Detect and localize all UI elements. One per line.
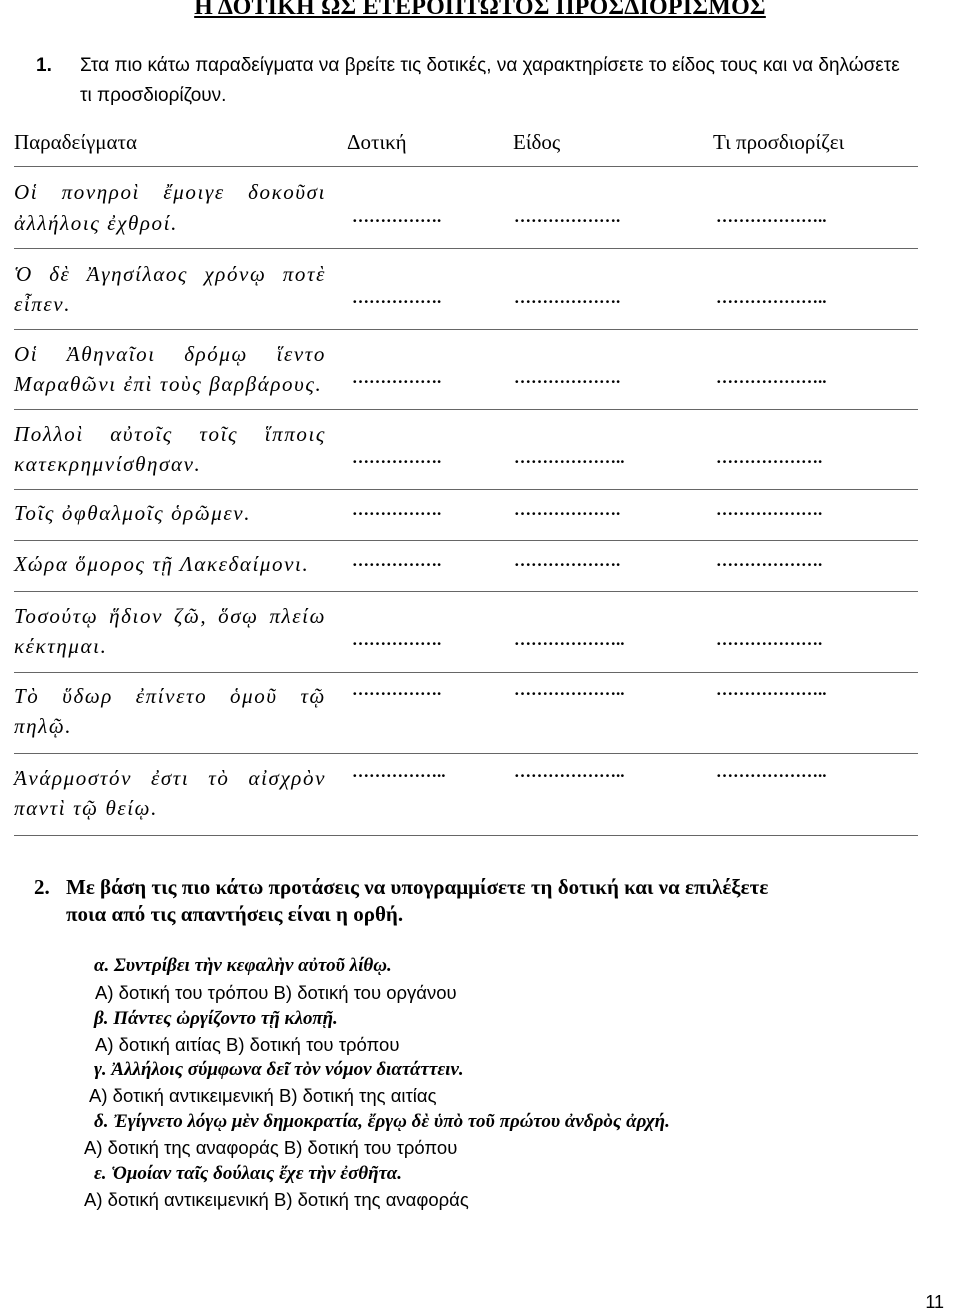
table-rule	[14, 409, 918, 410]
type-answer-blank[interactable]: ……………….	[514, 551, 621, 570]
table-rule	[14, 835, 918, 836]
example-row-6-line1: Χώρα ὅμορος τῇ Λακεδαίμονι.	[14, 552, 310, 576]
type-answer-blank[interactable]: ………………..	[514, 630, 625, 649]
modifies-answer-blank[interactable]: ………………..	[716, 368, 827, 387]
exercise-2-sentence-e: ε. Ὁμοίαν ταῖς δούλαις ἔχε τὴν ἐσθῆτα.	[94, 1163, 403, 1184]
exercise-2-options-a[interactable]: Α) δοτική του τρόπου Β) δοτική του οργάνου	[95, 982, 457, 1003]
modifies-answer-blank[interactable]: ………………..	[716, 288, 827, 307]
column-header-type: Είδος	[513, 130, 561, 154]
modifies-answer-blank[interactable]: ……………….	[716, 500, 823, 519]
exercise-2-sentence-d: δ. Ἐγίγνετο λόγῳ μὲν δημοκρατία, ἔργῳ δὲ ὑπὸ τοῦ πρώτου ἀνδρὸς ἀρχή.	[94, 1111, 670, 1132]
dative-answer-blank[interactable]: …………….	[352, 680, 442, 699]
exercise-1-number: 1.	[36, 55, 52, 76]
table-rule	[14, 672, 918, 673]
exercise-2-text-line2: ποια από τις απαντήσεις είναι η ορθή.	[66, 902, 404, 926]
example-row-1-line2: ἀλλήλοις ἐχθροί.	[14, 211, 178, 235]
dative-answer-blank[interactable]: ……………..	[352, 762, 446, 781]
example-row-9-line2: παντὶ τῷ θείῳ.	[14, 796, 158, 820]
type-answer-blank[interactable]: ……………….	[514, 288, 621, 307]
exercise-2-sentence-a: α. Συντρίβει τὴν κεφαλὴν αὐτοῦ λίθῳ.	[94, 955, 392, 976]
dative-answer-blank[interactable]: …………….	[352, 500, 442, 519]
table-rule	[14, 489, 918, 490]
example-row-8-line2: πηλῷ.	[14, 714, 73, 738]
table-rule	[14, 753, 918, 754]
type-answer-blank[interactable]: ……………….	[514, 500, 621, 519]
example-row-4-line1: Πολλοὶ αὐτοῖς τοῖς ἵπποις	[14, 422, 326, 446]
modifies-answer-blank[interactable]: ……………….	[716, 551, 823, 570]
column-header-dative: Δοτική	[347, 130, 407, 154]
page-title: Η ΔΟΤΙΚΗ ΩΣ ΕΤΕΡΟΠΤΩΤΟΣ ΠΡΟΣΔΙΟΡΙΣΜΟΣ	[194, 0, 766, 20]
exercise-1-text-line2: τι προσδιορίζουν.	[80, 85, 227, 106]
table-rule	[14, 329, 918, 330]
example-row-2-line2: εἶπεν.	[14, 292, 72, 316]
dative-answer-blank[interactable]: …………….	[352, 448, 442, 467]
dative-answer-blank[interactable]: …………….	[352, 630, 442, 649]
dative-answer-blank[interactable]: …………….	[352, 207, 442, 226]
exercise-1-text-line1: Στα πιο κάτω παραδείγματα να βρείτε τις δοτικές, να χαρακτηρίσετε το είδος τους και να δηλώσετε	[80, 55, 900, 76]
table-rule	[14, 166, 918, 167]
example-row-9-line1: Ἀνάρμοστόν ἐστι τὸ αἰσχρὸν	[14, 766, 326, 790]
table-rule	[14, 540, 918, 541]
modifies-answer-blank[interactable]: ………………..	[716, 680, 827, 699]
modifies-answer-blank[interactable]: ………………..	[716, 207, 827, 226]
type-answer-blank[interactable]: ………………..	[514, 680, 625, 699]
exercise-2-options-b[interactable]: Α) δοτική αιτίας Β) δοτική του τρόπου	[95, 1034, 400, 1055]
exercise-2-options-c[interactable]: Α) δοτική αντικειμενική Β) δοτική της αιτίας	[89, 1085, 437, 1106]
modifies-answer-blank[interactable]: ……………….	[716, 630, 823, 649]
column-header-modifies: Τι προσδιορίζει	[713, 130, 845, 154]
example-row-4-line2: κατεκρημνίσθησαν.	[14, 452, 202, 476]
example-row-1-line1: Οἱ πονηροὶ ἔμοιγε δοκοῦσι	[14, 180, 326, 204]
example-row-7-line1: Τοσούτῳ ἥδιον ζῶ, ὅσῳ πλείω	[14, 604, 326, 628]
modifies-answer-blank[interactable]: ………………..	[716, 762, 827, 781]
exercise-2-instruction	[34, 872, 956, 902]
type-answer-blank[interactable]: ……………….	[514, 368, 621, 387]
type-answer-blank[interactable]: ……………….	[514, 207, 621, 226]
dative-answer-blank[interactable]: …………….	[352, 368, 442, 387]
example-row-2-line1: Ὁ δὲ Ἀγησίλαος χρόνῳ ποτὲ	[14, 262, 326, 286]
example-row-5-line1: Τοῖς ὀφθαλμοῖς ὁρῶμεν.	[14, 501, 252, 525]
exercise-2-text-line1: Με βάση τις πιο κάτω προτάσεις να υπογραμμίσετε τη δοτική και να επιλέξετε	[66, 875, 769, 899]
exercise-2-sentence-c: γ. Ἀλλήλοις σύμφωνα δεῖ τὸν νόμον διατάττειν.	[94, 1059, 464, 1080]
table-rule	[14, 248, 918, 249]
type-answer-blank[interactable]: ………………..	[514, 448, 625, 467]
page-number: 11	[925, 1292, 944, 1312]
example-row-7-line2: κέκτημαι.	[14, 634, 108, 658]
exercise-2-number: 2.	[34, 875, 50, 899]
exercise-2-options-e[interactable]: Α) δοτική αντικειμενική Β) δοτική της αναφοράς	[84, 1189, 469, 1210]
type-answer-blank[interactable]: ………………..	[514, 762, 625, 781]
table-rule	[14, 591, 918, 592]
modifies-answer-blank[interactable]: ……………….	[716, 448, 823, 467]
dative-answer-blank[interactable]: …………….	[352, 288, 442, 307]
column-header-examples: Παραδείγματα	[14, 130, 137, 154]
example-row-3-line1: Οἱ Ἀθηναῖοι δρόμῳ ἵεντο	[14, 342, 326, 366]
dative-answer-blank[interactable]: …………….	[352, 551, 442, 570]
exercise-2-sentence-b: β. Πάντες ὠργίζοντο τῇ κλοπῇ.	[94, 1008, 338, 1029]
example-row-3-line2: Μαραθῶνι ἐπὶ τοὺς βαρβάρους.	[14, 372, 323, 396]
exercise-2-options-d[interactable]: Α) δοτική της αναφοράς Β) δοτική του τρόπου	[84, 1137, 458, 1158]
example-row-8-line1: Τὸ ὕδωρ ἐπίνετο ὁμοῦ τῷ	[14, 684, 326, 708]
